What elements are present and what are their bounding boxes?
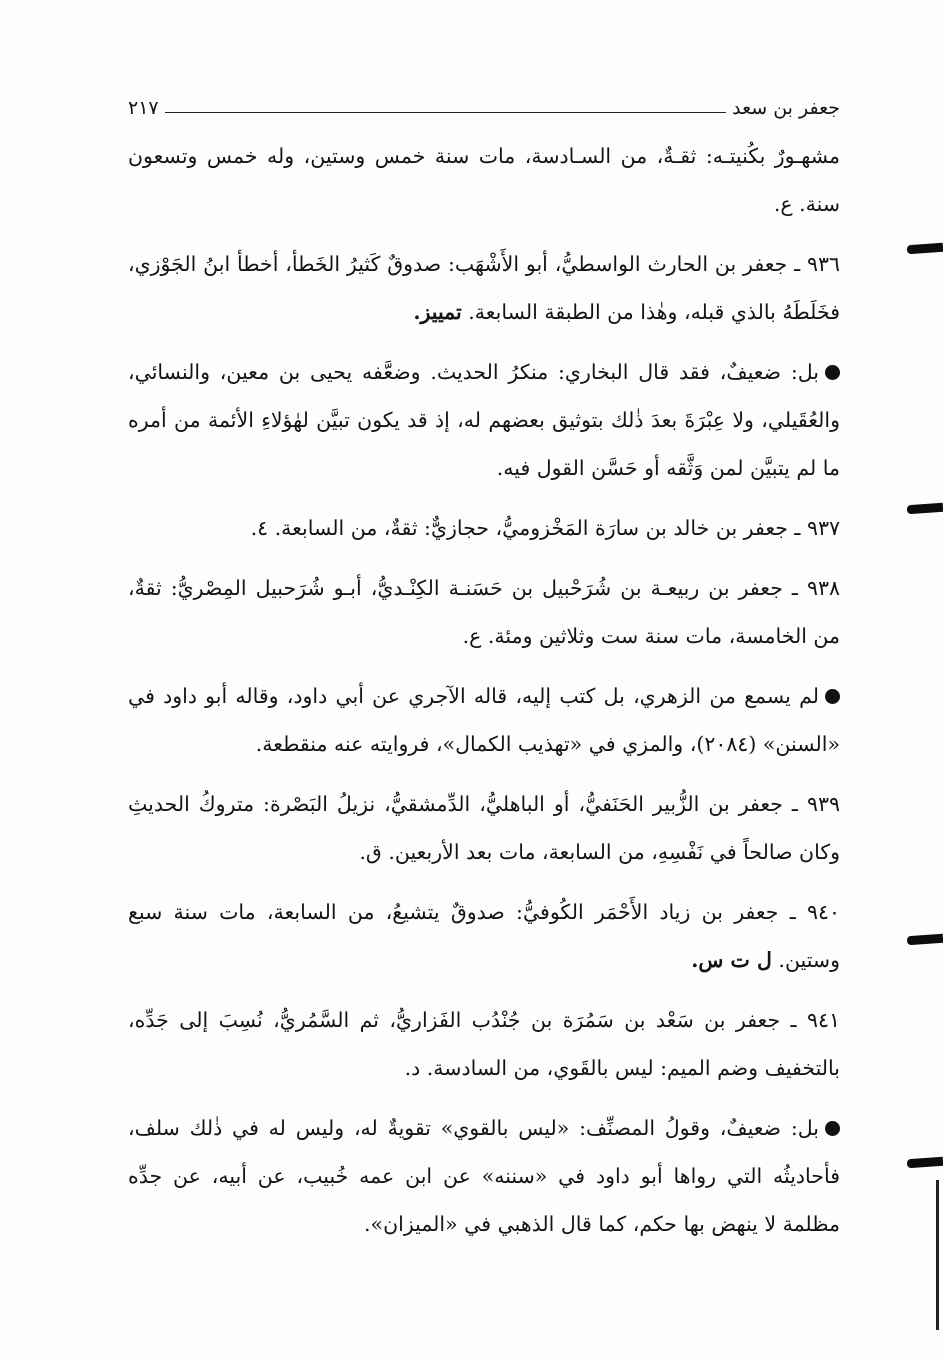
- header-rule: [165, 112, 726, 113]
- bullet-icon: [825, 1121, 840, 1136]
- page: [128, 92, 840, 1260]
- entry-937: ٩٣٧ ـ جعفر بن خالد بن سارَة المَخْزوميُّ، حجازيٌّ: ثقةٌ، من السابعة. ٤.: [250, 516, 840, 540]
- scan-edge-mark: [907, 503, 943, 514]
- entry-938: ٩٣٨ ـ جعفر بن ربيعـة بن شُرَحْبيل بن حَسَنـة الكِنْـديُّ، أبـو شُرَحبيل المِصْريُّ: ثقةٌ، من الخامسة، مات سنة ست وثلاثين ومئة. ع.: [128, 576, 840, 648]
- scan-edge-mark: [907, 243, 943, 254]
- comment-938: لم يسمع من الزهري، بل كتب إليه، قاله الآجري عن أبي داود، وقاله أبو داود في «السنن» (٢٠٨٤)، والمزي في «تهذيب الكمال»، فروايته عنه منقطعة.: [128, 684, 840, 756]
- entry-940: ٩٤٠ ـ جعفر بن زياد الأَحْمَر الكُوفيُّ: صدوقٌ يتشيعُ، من السابعة، مات سنة سبع وستين. ل ت س.: [128, 900, 840, 972]
- entry-code: تمييز.: [413, 300, 462, 324]
- entry-code: ل ت س.: [691, 948, 772, 972]
- entry-941: ٩٤١ ـ جعفر بن سَعْد بن سَمُرَة بن جُنْدُب الفَزاريُّ، ثم السَّمُريُّ، نُسِبَ إلى جَدِّه، بالتخفيف وضم الميم: ليس بالقَوي، من السادسة. د.: [128, 1008, 840, 1080]
- page-number: ٢١٧: [128, 97, 159, 119]
- scan-edge-mark: [907, 934, 943, 945]
- running-title: جعفر بن سعد: [732, 97, 840, 119]
- bullet-icon: [825, 365, 840, 380]
- page-header: [128, 92, 840, 124]
- entry-939: ٩٣٩ ـ جعفر بن الزُّبير الحَنَفيُّ، أو الباهليُّ، الدِّمشقيُّ، نزيلُ البَصْرة: متروكُ الحديثِ وكان صالحاً في نَفْسِهِ، من السابعة، مات بعد الأربعين. ق.: [128, 792, 840, 864]
- comment-936: بل: ضعيفٌ، فقد قال البخاري: منكرُ الحديث. وضعَّفه يحيى بن معين، والنسائي، والعُقَيلي، ولا عِبْرَةَ بعدَ ذٰلك بتوثيق بعضهم له، إذ قد يكون تبيَّن لهٰؤلاءِ الأئمة من أمره ما لم يتبيَّن لمن وَثَّقه أو حَسَّن القول فيه.: [128, 360, 840, 480]
- entry-936: ٩٣٦ ـ جعفر بن الحارث الواسطيُّ، أبو الأَشْهَب: صدوقٌ كَثيرُ الخَطأ، أخطأ ابنُ الجَوْزي، فخَلَطَهُ بالذي قبله، وهٰذا من الطبقة السابعة. تمييز.: [128, 252, 840, 324]
- paragraph-continuation: مشهـورٌ بكُنيتـه: ثقـةٌ، من السـادسة، مات سنة خمس وستين، وله خمس وتسعون سنة. ع.: [128, 144, 840, 216]
- bullet-icon: [825, 689, 840, 704]
- scan-edge-line: [936, 1180, 939, 1330]
- comment-941: بل: ضعيفٌ، وقولُ المصنِّف: «ليس بالقوي» تقويةٌ له، وليس له في ذٰلك سلف، فأحاديثُه التي رواها أبو داود في «سننه» عن ابن عمه خُبيب، عن أبيه، عن جدِّه مظلمة لا ينهض بها حكم، كما قال الذهبي في «الميزان».: [128, 1116, 840, 1236]
- scan-edge-mark: [907, 1157, 943, 1168]
